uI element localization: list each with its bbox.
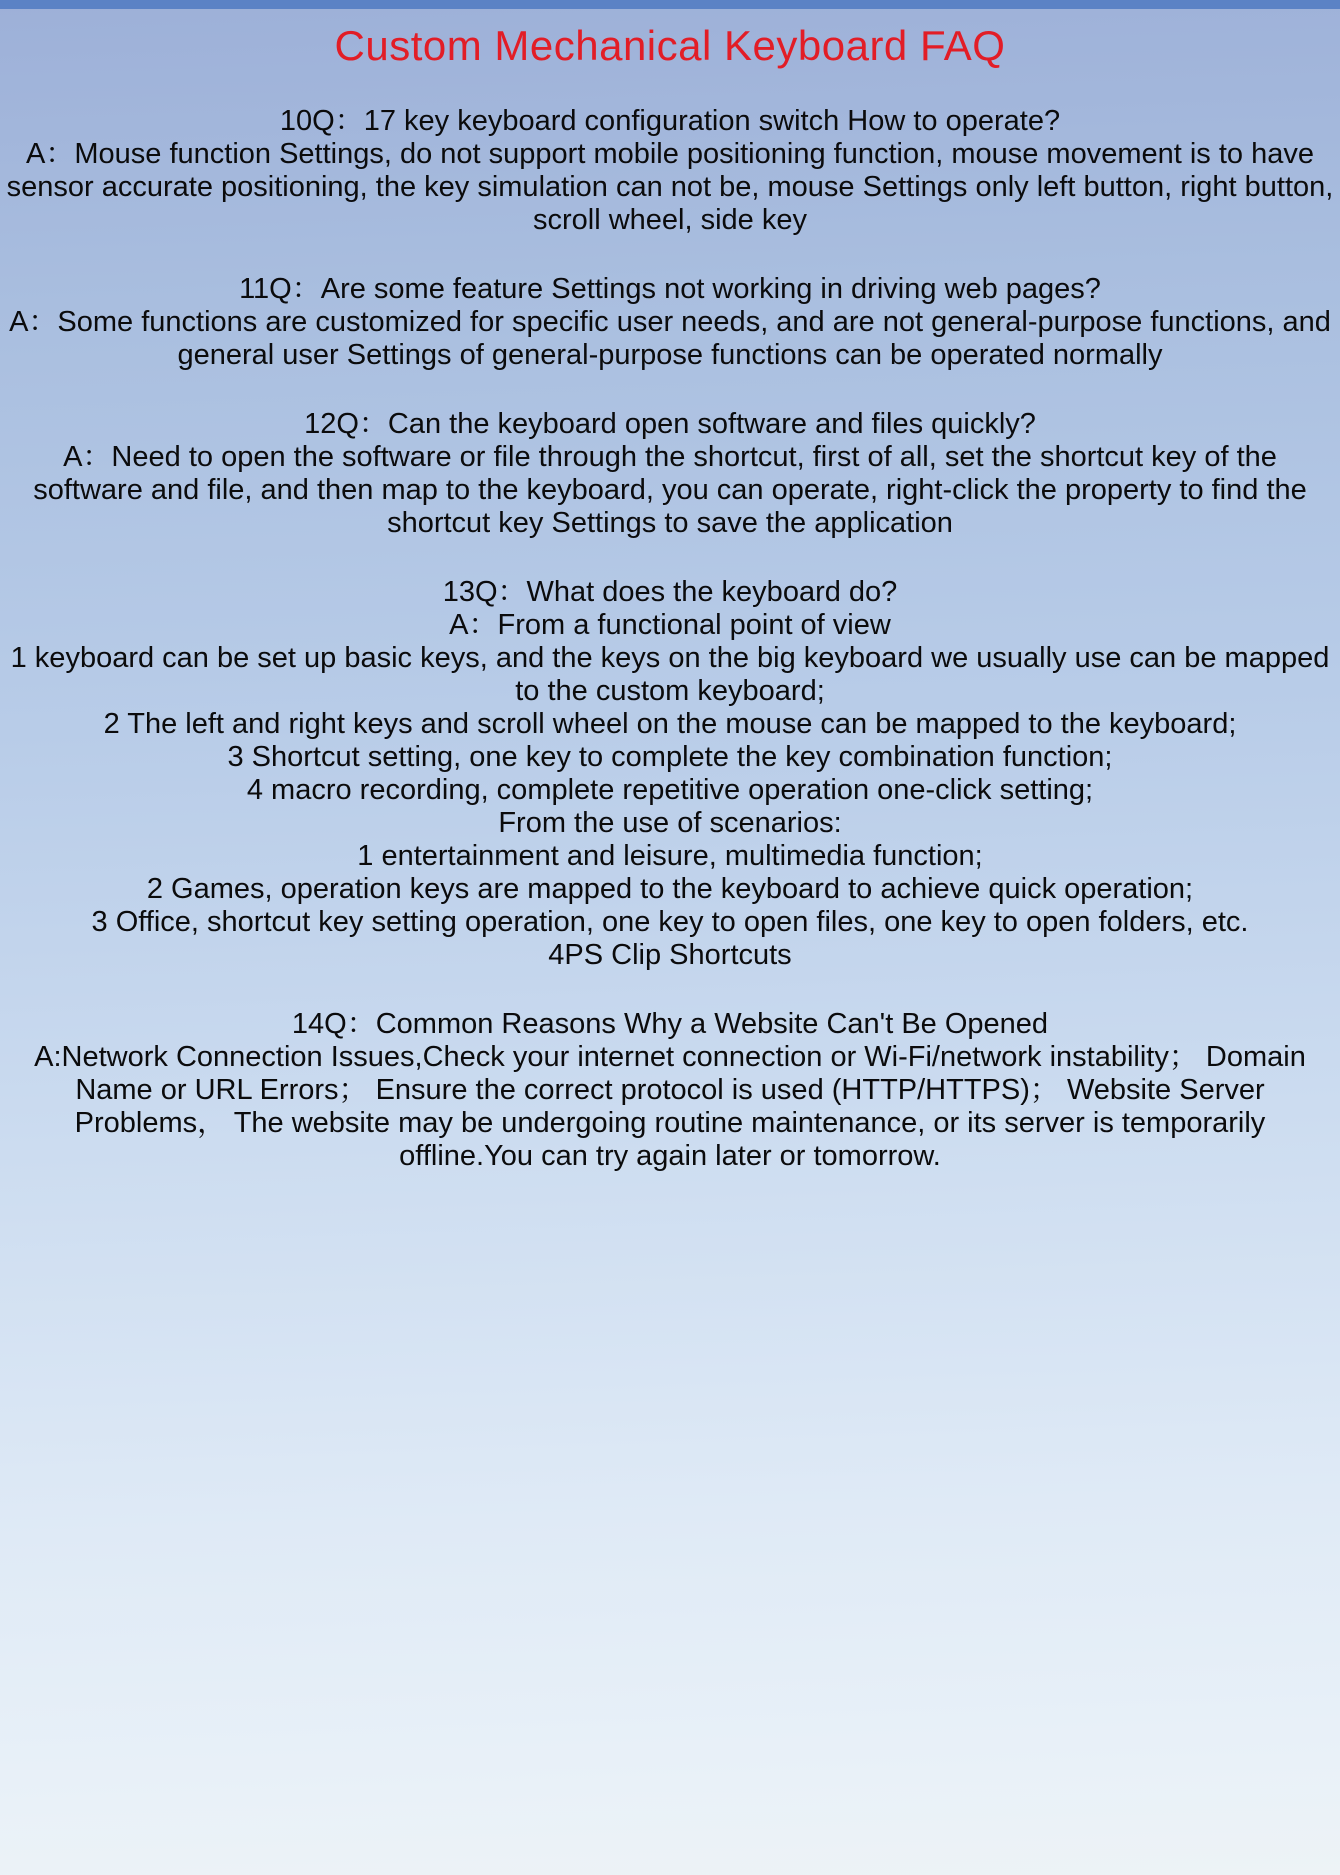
faq-list [0,105,1340,1173]
answer-text: 4PS Clip Shortcuts [548,939,792,971]
question-text: 11Q：Are some feature Settings not working in driving web pages? [239,273,1101,305]
answer-text: From the use of scenarios: [498,807,842,839]
answer-text: 1 entertainment and leisure, multimedia function; [357,840,983,872]
answer-text: 3 Office, shortcut key setting operation, one key to open files, one key to open folders, etc. [91,906,1249,938]
answer-text: A：Need to open the software or file through the shortcut, first of all, set the shortcut key of the software and file, and then map to the keyboard, you can operate, right-click the property to find the shortcut key Settings to save the application [33,441,1307,539]
question-text: 12Q：Can the keyboard open software and files quickly? [304,408,1036,440]
answer-text: 1 keyboard can be set up basic keys, and the keys on the big keyboard we usually use can be mapped to the custom keyboard; [10,642,1330,707]
answer-text: A：From a functional point of view [449,609,891,641]
question-text: 14Q：Common Reasons Why a Website Can't Be Opened [291,1008,1049,1040]
answer-text: 2 Games, operation keys are mapped to the keyboard to achieve quick operation; [146,873,1194,905]
answer-text: 2 The left and right keys and scroll wheel on the mouse can be mapped to the keyboard; [103,708,1237,740]
question-text: 10Q：17 key keyboard configuration switch How to operate? [279,105,1061,137]
faq-item-14q [6,1008,1334,1173]
faq-item-13q [6,576,1334,972]
faq-item-11q [6,273,1334,372]
top-edge-bar [0,0,1340,9]
question-text: 13Q：What does the keyboard do? [442,576,898,608]
page-title: Custom Mechanical Keyboard FAQ [334,22,1006,69]
answer-text: 4 macro recording, complete repetitive operation one-click setting; [246,774,1094,806]
answer-text: 3 Shortcut setting, one key to complete the key combination function; [227,741,1113,773]
answer-text: A：Mouse function Settings, do not support mobile positioning function, mouse movement is to have sensor accurate positioning, the key simulation can not be, mouse Settings only left button, right button, scroll wheel, side key [6,138,1334,236]
faq-item-10q [6,105,1334,237]
faq-item-12q [6,408,1334,540]
answer-text: A：Some functions are customized for specific user needs, and are not general-purpose functions, and general user Settings of general-purpose functions can be operated normally [9,306,1331,371]
answer-text: A:Network Connection Issues,Check your internet connection or Wi-Fi/network instability； Domain Name or URL Errors； Ensure the correct protocol is used (HTTP/HTTPS)； Website Server Problems， The website may be undergoing routine maintenance, or its server is temporarily offline.You can try again later or tomorrow. [34,1041,1306,1172]
